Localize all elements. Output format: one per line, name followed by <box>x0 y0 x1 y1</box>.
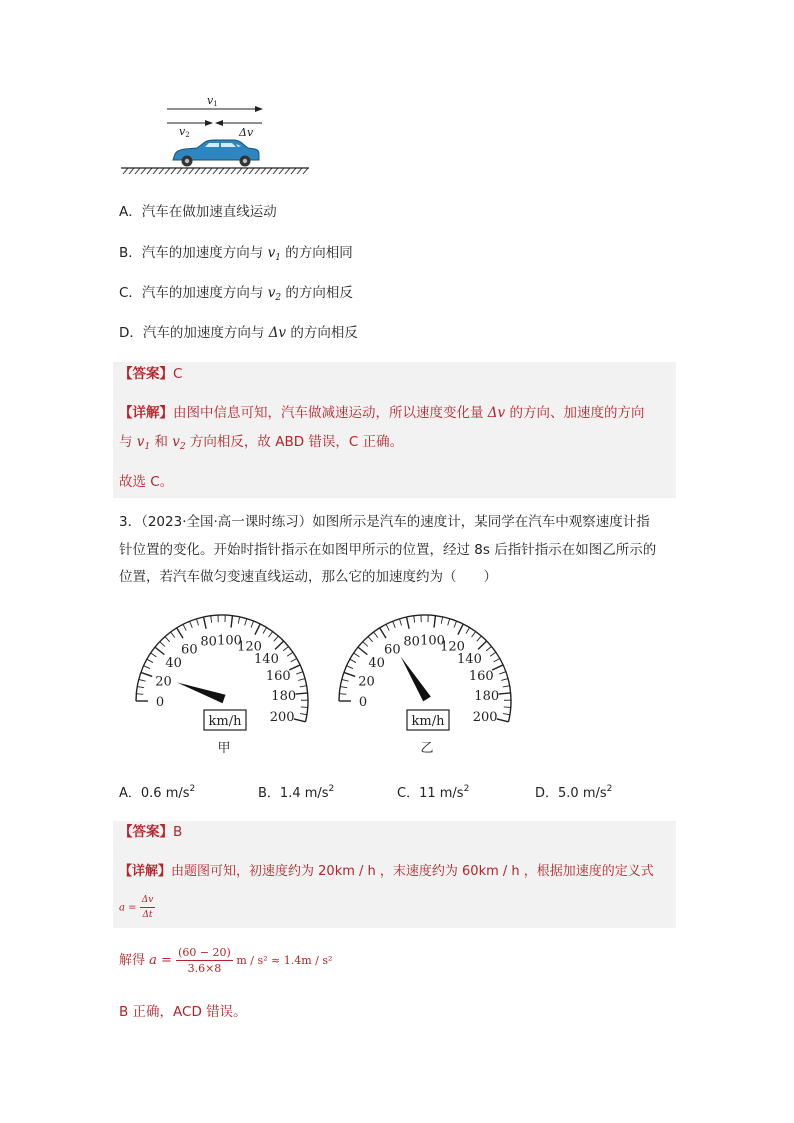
gauge-unit-label: km/h <box>411 714 445 729</box>
gauge-tick <box>342 679 349 681</box>
q2-conclusion: 故选 C。 <box>119 474 174 490</box>
gauge-label: 120 <box>237 639 262 655</box>
car-icon <box>173 140 259 167</box>
gauge-tick <box>358 647 367 655</box>
gauge-tick <box>144 666 150 669</box>
gauge-tick <box>339 694 346 695</box>
q2-option-b: B．汽车的加速度方向与 $v_1$ 的方向相同 <box>119 245 353 263</box>
gauge-label: 20 <box>358 674 375 690</box>
gauge-caption: 乙 <box>420 741 434 756</box>
gauge-label: 40 <box>368 656 385 672</box>
gauge-tick <box>434 616 435 628</box>
gauge-label: 180 <box>271 689 297 705</box>
gauge-tick <box>137 687 144 688</box>
gauge-tick <box>386 624 389 630</box>
gauge-label: 100 <box>420 633 445 649</box>
gauge-tick <box>190 621 193 627</box>
v2-label: v2 <box>179 125 190 139</box>
gauge-tick <box>503 686 510 687</box>
gauge-tick <box>204 617 207 629</box>
gauge-tick <box>274 636 279 641</box>
gauge-tick <box>283 646 288 650</box>
q2-option-d: D．汽车的加速度方向与 Δv 的方向相反 <box>119 325 358 341</box>
gauge-tick <box>472 632 476 638</box>
gauge-tick <box>298 679 305 681</box>
gauge-tick <box>504 707 511 708</box>
gauge-tick <box>350 659 356 662</box>
gauge-needle <box>177 682 226 703</box>
gauge-tick <box>231 616 232 628</box>
q2-option-a: A．汽车在做加速直线运动 <box>119 204 277 220</box>
gauge-tick <box>492 665 503 670</box>
gauge-tick <box>300 686 307 687</box>
gauge-tick <box>251 621 254 628</box>
gauge-tick <box>255 624 260 635</box>
gauge-tick <box>374 632 378 638</box>
gauge-tick <box>486 646 491 650</box>
q3-option-c: C．11 $m/s^2$ <box>397 784 470 801</box>
gauge-tick <box>363 642 368 647</box>
ground-hatch <box>123 168 308 174</box>
gauge-tick <box>494 658 500 661</box>
gauge-tick <box>296 672 303 674</box>
q2-answer-box <box>113 362 676 498</box>
q2-detail-line2: 与 $v_1$ 和 $v_2$ 方向相反，故 ABD 错误，C 正确。 <box>119 434 404 452</box>
gauge-tick <box>499 693 511 694</box>
gauge-tick <box>448 619 450 626</box>
q3-stem-line3: 位置，若汽车做匀变速直线运动，那么它的加速度约为（ ） <box>119 569 497 585</box>
q3-option-a: A．0.6 $m/s^2$ <box>119 784 196 801</box>
gauge-label: 40 <box>165 656 182 672</box>
gauge-tick <box>136 694 143 695</box>
q3-stem-line2: 针位置的变化。开始时指针指示在如图甲所示的位置，经过 8s 后指针指示在如图乙所示的 <box>119 542 657 558</box>
q3-detail: 【详解】由题图可知，初速度约为 20km / h ，末速度约为 60km / h ，根据加速度的定义式 <box>119 864 654 879</box>
gauge-tick <box>183 624 186 630</box>
gauge-label: 160 <box>468 668 494 684</box>
gauge-tick <box>347 666 353 669</box>
gauge-tick <box>300 714 307 715</box>
gauge-tick <box>151 653 157 657</box>
q3-option-d: D．5.0 $m/s^2$ <box>535 784 613 801</box>
gauge-tick <box>139 679 146 681</box>
gauge-label: 80 <box>200 634 217 650</box>
gauge-tick <box>393 621 396 627</box>
gauge-label: 100 <box>217 633 242 649</box>
gauge-unit-label: km/h <box>208 714 242 729</box>
gauge-tick <box>291 658 297 661</box>
dv-label: Δv <box>239 126 254 139</box>
gauge-tick <box>407 617 410 629</box>
q2-answer: 【答案】C <box>119 366 183 382</box>
gauge-tick <box>441 617 442 624</box>
q2-option-c: C．汽车的加速度方向与 $v_2$ 的方向相反 <box>119 285 353 303</box>
gauge-tick <box>147 659 153 662</box>
q3-solution-formula: 解得 a = $\frac{(60 - 20)}{3.6\times 8}$ m / s² ≈ 1.4m / s² <box>119 946 333 975</box>
gauge-tick <box>263 627 267 633</box>
gauge-tick <box>296 693 308 694</box>
gauge-tick <box>503 714 510 715</box>
gauge-needle <box>401 657 431 702</box>
gauge-tick <box>490 652 496 656</box>
v1-label: v1 <box>207 94 218 108</box>
q3-definition-formula: a = $\frac{\Delta v}{\Delta t}$ <box>119 895 154 920</box>
gauge-label: 140 <box>457 651 482 667</box>
gauge-tick <box>287 652 293 656</box>
gauge-tick <box>497 719 509 722</box>
gauge-label: 180 <box>474 689 500 705</box>
gauge-label: 0 <box>155 695 165 710</box>
gauge-tick <box>269 632 273 638</box>
gauge-tick <box>344 672 355 676</box>
gauge-label: 20 <box>155 674 172 690</box>
gauge-label: 80 <box>403 634 420 650</box>
gauge-tick <box>289 665 300 670</box>
gauge-label: 140 <box>254 651 279 667</box>
gauge-tick <box>458 624 463 635</box>
gauge-tick <box>454 621 457 628</box>
gauge-tick <box>368 637 373 642</box>
gauge-label: 60 <box>384 642 401 658</box>
gauge-label: 160 <box>265 668 291 684</box>
gauge-tick <box>478 641 487 649</box>
gauge-tick <box>499 672 506 674</box>
gauge-tick <box>380 628 386 638</box>
gauge-label: 200 <box>269 709 295 725</box>
gauge-caption: 甲 <box>217 741 231 756</box>
gauge-tick <box>466 627 470 633</box>
gauge-tick <box>477 636 482 641</box>
q3-stem-line1: 3．（2023·全国·高一课时练习）如图所示是汽车的速度计，某同学在汽车中观察速度计指 <box>119 514 650 530</box>
gauge-label: 200 <box>472 709 498 725</box>
gauge-tick <box>275 641 284 649</box>
speedometer-jia <box>125 606 320 761</box>
gauge-tick <box>301 707 308 708</box>
gauge-label: 0 <box>358 695 368 710</box>
gauge-tick <box>211 616 212 623</box>
gauge-tick <box>165 637 170 642</box>
gauge-label: 60 <box>181 642 198 658</box>
q3-answer: 【答案】B <box>119 824 183 840</box>
gauge-tick <box>196 619 198 626</box>
q3-option-b: B．1.4 $m/s^2$ <box>258 784 335 801</box>
car-velocity-figure <box>115 88 315 183</box>
gauge-tick <box>340 687 347 688</box>
gauge-tick <box>414 616 415 623</box>
speedometer-yi <box>328 606 523 761</box>
gauge-tick <box>238 617 239 624</box>
q2-detail-line1: 【详解】由图中信息可知，汽车做减速运动，所以速度变化量 Δv 的方向、加速度的方向 <box>119 405 645 421</box>
gauge-tick <box>501 679 508 681</box>
gauge-tick <box>155 647 164 655</box>
q3-result: B 正确，ACD 错误。 <box>119 1004 247 1020</box>
gauge-tick <box>160 642 165 647</box>
gauge-tick <box>354 653 360 657</box>
gauge-label: 120 <box>440 639 465 655</box>
gauge-tick <box>399 619 401 626</box>
gauge-tick <box>177 628 183 638</box>
gauge-tick <box>245 619 247 626</box>
gauge-tick <box>171 632 175 638</box>
gauge-tick <box>141 672 152 676</box>
gauge-tick <box>294 719 306 722</box>
